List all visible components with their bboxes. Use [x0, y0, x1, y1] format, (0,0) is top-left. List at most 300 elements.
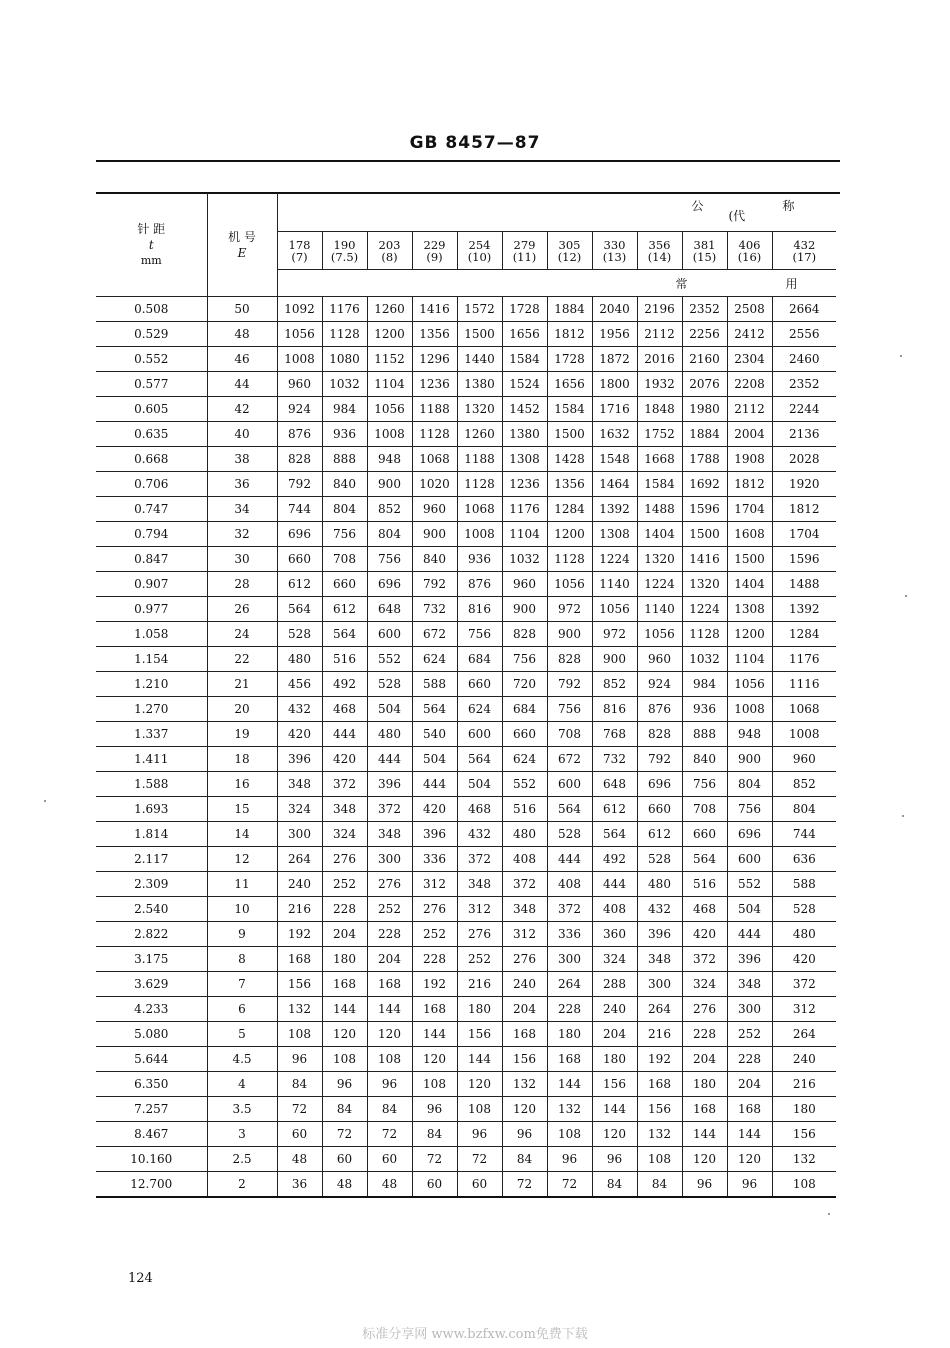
needle-count-cell: 648: [367, 597, 412, 622]
column-value: 203: [378, 237, 401, 252]
needle-count-cell: 108: [547, 1122, 592, 1147]
needle-count-cell: 180: [682, 1072, 727, 1097]
column-value: 305: [558, 237, 581, 252]
needle-count-cell: 396: [277, 747, 322, 772]
gauge-header: [207, 193, 277, 297]
scan-speck: [44, 800, 46, 802]
needle-count-cell: 84: [412, 1122, 457, 1147]
table-row: [96, 822, 836, 847]
needle-count-cell: 924: [277, 397, 322, 422]
column-value: 406: [738, 237, 761, 252]
needle-count-cell: 900: [592, 647, 637, 672]
needle-count-cell: 1188: [457, 447, 502, 472]
needle-count-cell: 168: [547, 1047, 592, 1072]
table-row: [96, 472, 836, 497]
needle-count-cell: 120: [727, 1147, 772, 1172]
gauge-cell: 11: [207, 872, 277, 897]
needle-count-cell: 324: [682, 972, 727, 997]
pitch-cell: 0.977: [96, 597, 207, 622]
column-value: 381: [693, 237, 716, 252]
needle-count-cell: 276: [682, 997, 727, 1022]
column-value: 254: [468, 237, 491, 252]
needle-count-cell: 1320: [457, 397, 502, 422]
needle-count-table: [96, 193, 836, 1198]
needle-count-cell: 216: [772, 1072, 836, 1097]
gauge-cell: 48: [207, 322, 277, 347]
pitch-cell: 0.577: [96, 372, 207, 397]
gauge-cell: 3.5: [207, 1097, 277, 1122]
column-header: [367, 232, 412, 270]
gauge-cell: 28: [207, 572, 277, 597]
table-row: [96, 947, 836, 972]
needle-count-cell: 1104: [727, 647, 772, 672]
column-header: [412, 232, 457, 270]
scan-speck: [828, 1213, 830, 1215]
needle-count-cell: 876: [637, 697, 682, 722]
needle-count-cell: 1812: [727, 472, 772, 497]
needle-count-cell: 228: [412, 947, 457, 972]
needle-count-cell: 84: [277, 1072, 322, 1097]
sub-title-part2: 用: [785, 277, 798, 291]
needle-count-cell: 324: [592, 947, 637, 972]
needle-count-cell: 600: [727, 847, 772, 872]
column-header: [592, 232, 637, 270]
needle-count-cell: 252: [727, 1022, 772, 1047]
pitch-cell: 0.605: [96, 397, 207, 422]
needle-count-cell: 504: [412, 747, 457, 772]
title-rule: [96, 160, 840, 162]
needle-count-cell: 444: [592, 872, 637, 897]
needle-count-cell: 552: [727, 872, 772, 897]
needle-count-cell: 108: [772, 1172, 836, 1198]
needle-count-cell: 396: [637, 922, 682, 947]
needle-count-cell: 72: [457, 1147, 502, 1172]
needle-count-cell: 828: [502, 622, 547, 647]
table-row: [96, 622, 836, 647]
needle-count-cell: 132: [547, 1097, 592, 1122]
needle-count-cell: 1500: [727, 547, 772, 572]
needle-count-cell: 2304: [727, 347, 772, 372]
needle-count-cell: 660: [457, 672, 502, 697]
needle-count-cell: 2040: [592, 297, 637, 322]
pitch-cell: 1.154: [96, 647, 207, 672]
pitch-cell: 2.309: [96, 872, 207, 897]
needle-count-cell: 696: [367, 572, 412, 597]
needle-count-cell: 480: [772, 922, 836, 947]
needle-count-cell: 900: [367, 472, 412, 497]
needle-count-cell: 96: [592, 1147, 637, 1172]
needle-count-cell: 1416: [412, 297, 457, 322]
needle-count-cell: 840: [412, 547, 457, 572]
table-row: [96, 422, 836, 447]
needle-count-cell: 108: [412, 1072, 457, 1097]
needle-count-cell: 552: [367, 647, 412, 672]
needle-count-cell: 420: [322, 747, 367, 772]
needle-count-cell: 672: [547, 747, 592, 772]
pitch-cell: 0.508: [96, 297, 207, 322]
needle-count-cell: 1128: [682, 622, 727, 647]
gauge-cell: 19: [207, 722, 277, 747]
needle-count-cell: 1392: [772, 597, 836, 622]
needle-count-cell: 468: [457, 797, 502, 822]
needle-count-cell: 756: [682, 772, 727, 797]
needle-count-cell: 564: [592, 822, 637, 847]
needle-count-cell: 444: [727, 922, 772, 947]
needle-count-cell: 1284: [547, 497, 592, 522]
gauge-cell: 12: [207, 847, 277, 872]
needle-count-cell: 36: [277, 1172, 322, 1198]
needle-count-cell: 1008: [457, 522, 502, 547]
needle-count-cell: 1656: [547, 372, 592, 397]
column-header: [502, 232, 547, 270]
table-row: [96, 1172, 836, 1198]
needle-count-cell: 264: [637, 997, 682, 1022]
column-value: 190: [333, 237, 356, 252]
table-row: [96, 772, 836, 797]
needle-count-cell: 240: [772, 1047, 836, 1072]
needle-count-cell: 204: [592, 1022, 637, 1047]
needle-count-cell: 2112: [727, 397, 772, 422]
needle-count-cell: 1908: [727, 447, 772, 472]
column-value: 356: [648, 237, 671, 252]
needle-count-cell: 588: [412, 672, 457, 697]
column-header: [682, 232, 727, 270]
needle-count-cell: 192: [412, 972, 457, 997]
needle-count-cell: 276: [412, 897, 457, 922]
needle-count-cell: 828: [637, 722, 682, 747]
needle-count-cell: 2112: [637, 322, 682, 347]
needle-count-cell: 696: [727, 822, 772, 847]
needle-count-cell: 480: [277, 647, 322, 672]
needle-count-cell: 276: [457, 922, 502, 947]
needle-count-cell: 1980: [682, 397, 727, 422]
needle-count-cell: 708: [547, 722, 592, 747]
needle-count-cell: 84: [322, 1097, 367, 1122]
needle-count-cell: 1128: [412, 422, 457, 447]
needle-count-cell: 276: [502, 947, 547, 972]
needle-count-cell: 1584: [547, 397, 592, 422]
needle-count-cell: 288: [592, 972, 637, 997]
needle-count-cell: 1140: [592, 572, 637, 597]
table-row: [96, 847, 836, 872]
needle-count-cell: 252: [457, 947, 502, 972]
needle-count-cell: 168: [412, 997, 457, 1022]
pitch-cell: 5.080: [96, 1022, 207, 1047]
needle-count-cell: 312: [772, 997, 836, 1022]
group-title-part1: 公: [691, 199, 704, 213]
needle-count-cell: 900: [412, 522, 457, 547]
needle-count-cell: 612: [277, 572, 322, 597]
needle-count-cell: 1428: [547, 447, 592, 472]
needle-count-cell: 240: [277, 872, 322, 897]
needle-count-cell: 2256: [682, 322, 727, 347]
pitch-cell: 0.552: [96, 347, 207, 372]
needle-count-cell: 1056: [367, 397, 412, 422]
needle-count-cell: 960: [772, 747, 836, 772]
needle-count-cell: 300: [727, 997, 772, 1022]
needle-count-cell: 1056: [277, 322, 322, 347]
gauge-cell: 38: [207, 447, 277, 472]
needle-count-cell: 2004: [727, 422, 772, 447]
needle-count-cell: 900: [502, 597, 547, 622]
needle-count-cell: 624: [457, 697, 502, 722]
needle-count-cell: 1752: [637, 422, 682, 447]
needle-count-cell: 564: [547, 797, 592, 822]
needle-count-cell: 672: [412, 622, 457, 647]
needle-count-cell: 300: [277, 822, 322, 847]
needle-count-cell: 960: [412, 497, 457, 522]
needle-count-cell: 372: [547, 897, 592, 922]
needle-count-cell: 84: [592, 1172, 637, 1198]
gauge-cell: 3: [207, 1122, 277, 1147]
table-row: [96, 497, 836, 522]
needle-count-cell: 420: [277, 722, 322, 747]
table-row: [96, 597, 836, 622]
needle-count-cell: 96: [547, 1147, 592, 1172]
needle-count-cell: 1056: [727, 672, 772, 697]
gauge-cell: 42: [207, 397, 277, 422]
gauge-cell: 40: [207, 422, 277, 447]
group-title-part2: (代: [728, 209, 746, 223]
pitch-header: [96, 193, 207, 297]
needle-count-cell: 60: [322, 1147, 367, 1172]
column-code: (11): [512, 249, 537, 264]
needle-count-cell: 144: [412, 1022, 457, 1047]
needle-count-cell: 876: [457, 572, 502, 597]
pitch-cell: 0.907: [96, 572, 207, 597]
needle-count-cell: 588: [772, 872, 836, 897]
needle-count-cell: 120: [682, 1147, 727, 1172]
needle-count-cell: 72: [547, 1172, 592, 1198]
needle-count-cell: 636: [772, 847, 836, 872]
needle-count-cell: 852: [592, 672, 637, 697]
needle-count-cell: 408: [592, 897, 637, 922]
needle-count-cell: 348: [457, 872, 502, 897]
needle-count-cell: 828: [547, 647, 592, 672]
needle-count-cell: 528: [277, 622, 322, 647]
scan-speck: [900, 355, 902, 357]
needle-count-cell: 60: [457, 1172, 502, 1198]
gauge-cell: 26: [207, 597, 277, 622]
needle-count-cell: 684: [457, 647, 502, 672]
needle-count-cell: 792: [547, 672, 592, 697]
page-number: 124: [128, 1271, 153, 1286]
table-row: [96, 872, 836, 897]
needle-count-cell: 72: [367, 1122, 412, 1147]
gauge-cell: 44: [207, 372, 277, 397]
needle-count-cell: 96: [277, 1047, 322, 1072]
gauge-cell: 4: [207, 1072, 277, 1097]
needle-count-cell: 2664: [772, 297, 836, 322]
needle-count-cell: 948: [367, 447, 412, 472]
needle-count-cell: 360: [592, 922, 637, 947]
needle-count-cell: 1464: [592, 472, 637, 497]
needle-count-cell: 804: [367, 522, 412, 547]
needle-count-cell: 1176: [322, 297, 367, 322]
needle-count-cell: 108: [367, 1047, 412, 1072]
column-header: [637, 232, 682, 270]
table-row: [96, 372, 836, 397]
needle-count-cell: 72: [277, 1097, 322, 1122]
pitch-cell: 6.350: [96, 1072, 207, 1097]
needle-count-cell: 204: [322, 922, 367, 947]
needle-count-cell: 1884: [682, 422, 727, 447]
pitch-cell: 0.794: [96, 522, 207, 547]
needle-count-cell: 804: [322, 497, 367, 522]
needle-count-cell: 528: [637, 847, 682, 872]
needle-count-cell: 1176: [502, 497, 547, 522]
gauge-cell: 8: [207, 947, 277, 972]
needle-count-cell: 1596: [682, 497, 727, 522]
needle-count-cell: 1524: [502, 372, 547, 397]
needle-count-cell: 1032: [502, 547, 547, 572]
needle-count-cell: 840: [682, 747, 727, 772]
needle-count-cell: 60: [367, 1147, 412, 1172]
needle-count-cell: 1848: [637, 397, 682, 422]
gauge-cell: 7: [207, 972, 277, 997]
table-row: [96, 1022, 836, 1047]
needle-count-cell: 984: [682, 672, 727, 697]
column-code: (15): [692, 249, 717, 264]
needle-count-cell: 216: [637, 1022, 682, 1047]
needle-count-cell: 1008: [727, 697, 772, 722]
needle-count-cell: 372: [457, 847, 502, 872]
needle-count-cell: 1284: [772, 622, 836, 647]
needle-count-cell: 840: [322, 472, 367, 497]
needle-count-cell: 804: [772, 797, 836, 822]
gauge-cell: 5: [207, 1022, 277, 1047]
needle-count-cell: 144: [457, 1047, 502, 1072]
needle-count-cell: 432: [637, 897, 682, 922]
pitch-cell: 5.644: [96, 1047, 207, 1072]
pitch-cell: 12.700: [96, 1172, 207, 1198]
needle-count-cell: 1308: [727, 597, 772, 622]
needle-count-cell: 984: [322, 397, 367, 422]
needle-count-cell: 444: [547, 847, 592, 872]
needle-count-cell: 1152: [367, 347, 412, 372]
needle-count-cell: 1452: [502, 397, 547, 422]
needle-count-cell: 96: [457, 1122, 502, 1147]
needle-count-cell: 1080: [322, 347, 367, 372]
needle-count-cell: 756: [457, 622, 502, 647]
needle-count-cell: 348: [637, 947, 682, 972]
table-row: [96, 747, 836, 772]
gauge-cell: 22: [207, 647, 277, 672]
needle-count-cell: 1392: [592, 497, 637, 522]
needle-count-cell: 1380: [457, 372, 502, 397]
needle-count-cell: 732: [412, 597, 457, 622]
needle-count-cell: 480: [637, 872, 682, 897]
column-header: [322, 232, 367, 270]
gauge-cell: 30: [207, 547, 277, 572]
needle-count-cell: 1296: [412, 347, 457, 372]
needle-count-cell: 516: [682, 872, 727, 897]
needle-count-cell: 228: [682, 1022, 727, 1047]
needle-count-cell: 612: [322, 597, 367, 622]
pitch-cell: 2.540: [96, 897, 207, 922]
needle-count-cell: 564: [277, 597, 322, 622]
needle-count-cell: 276: [322, 847, 367, 872]
needle-count-cell: 228: [322, 897, 367, 922]
needle-count-cell: 1716: [592, 397, 637, 422]
group-title-part3: 称: [782, 199, 795, 213]
table-row: [96, 322, 836, 347]
needle-count-cell: 1584: [637, 472, 682, 497]
needle-count-cell: 372: [772, 972, 836, 997]
needle-count-cell: 1236: [502, 472, 547, 497]
needle-count-cell: 2508: [727, 297, 772, 322]
needle-count-cell: 144: [592, 1097, 637, 1122]
needle-count-cell: 612: [592, 797, 637, 822]
needle-count-cell: 1260: [457, 422, 502, 447]
needle-count-cell: 1008: [277, 347, 322, 372]
needle-count-cell: 900: [547, 622, 592, 647]
needle-count-cell: 1032: [682, 647, 727, 672]
column-code: (14): [647, 249, 672, 264]
needle-count-cell: 1788: [682, 447, 727, 472]
needle-count-cell: 528: [367, 672, 412, 697]
needle-count-cell: 444: [412, 772, 457, 797]
needle-count-cell: 156: [637, 1097, 682, 1122]
needle-count-cell: 120: [412, 1047, 457, 1072]
pitch-cell: 1.814: [96, 822, 207, 847]
needle-count-cell: 312: [412, 872, 457, 897]
needle-count-cell: 72: [412, 1147, 457, 1172]
needle-count-cell: 2556: [772, 322, 836, 347]
needle-count-cell: 516: [322, 647, 367, 672]
needle-count-cell: 60: [277, 1122, 322, 1147]
needle-count-cell: 1812: [547, 322, 592, 347]
needle-count-cell: 1200: [547, 522, 592, 547]
needle-count-cell: 1704: [727, 497, 772, 522]
pitch-cell: 1.337: [96, 722, 207, 747]
needle-count-cell: 564: [322, 622, 367, 647]
needle-count-cell: 660: [682, 822, 727, 847]
needle-count-cell: 156: [772, 1122, 836, 1147]
needle-count-cell: 324: [277, 797, 322, 822]
pitch-cell: 2.117: [96, 847, 207, 872]
needle-count-cell: 1884: [547, 297, 592, 322]
column-header: [772, 232, 836, 270]
needle-count-cell: 1188: [412, 397, 457, 422]
gauge-cell: 34: [207, 497, 277, 522]
column-value: 279: [513, 237, 536, 252]
needle-count-cell: 84: [367, 1097, 412, 1122]
table-row: [96, 547, 836, 572]
needle-count-cell: 792: [412, 572, 457, 597]
needle-count-cell: 564: [412, 697, 457, 722]
needle-count-cell: 564: [682, 847, 727, 872]
needle-count-cell: 180: [322, 947, 367, 972]
needle-count-cell: 1872: [592, 347, 637, 372]
needle-count-cell: 144: [367, 997, 412, 1022]
needle-count-cell: 372: [367, 797, 412, 822]
needle-count-cell: 1356: [412, 322, 457, 347]
needle-count-cell: 1008: [772, 722, 836, 747]
needle-count-cell: 1440: [457, 347, 502, 372]
needle-count-cell: 528: [772, 897, 836, 922]
needle-count-cell: 252: [412, 922, 457, 947]
needle-count-cell: 1416: [682, 547, 727, 572]
needle-count-cell: 708: [682, 797, 727, 822]
needle-count-cell: 348: [727, 972, 772, 997]
pitch-cell: 8.467: [96, 1122, 207, 1147]
needle-count-cell: 1932: [637, 372, 682, 397]
needle-count-cell: 108: [637, 1147, 682, 1172]
column-code: (10): [467, 249, 492, 264]
needle-count-cell: 1668: [637, 447, 682, 472]
needle-count-cell: 264: [277, 847, 322, 872]
